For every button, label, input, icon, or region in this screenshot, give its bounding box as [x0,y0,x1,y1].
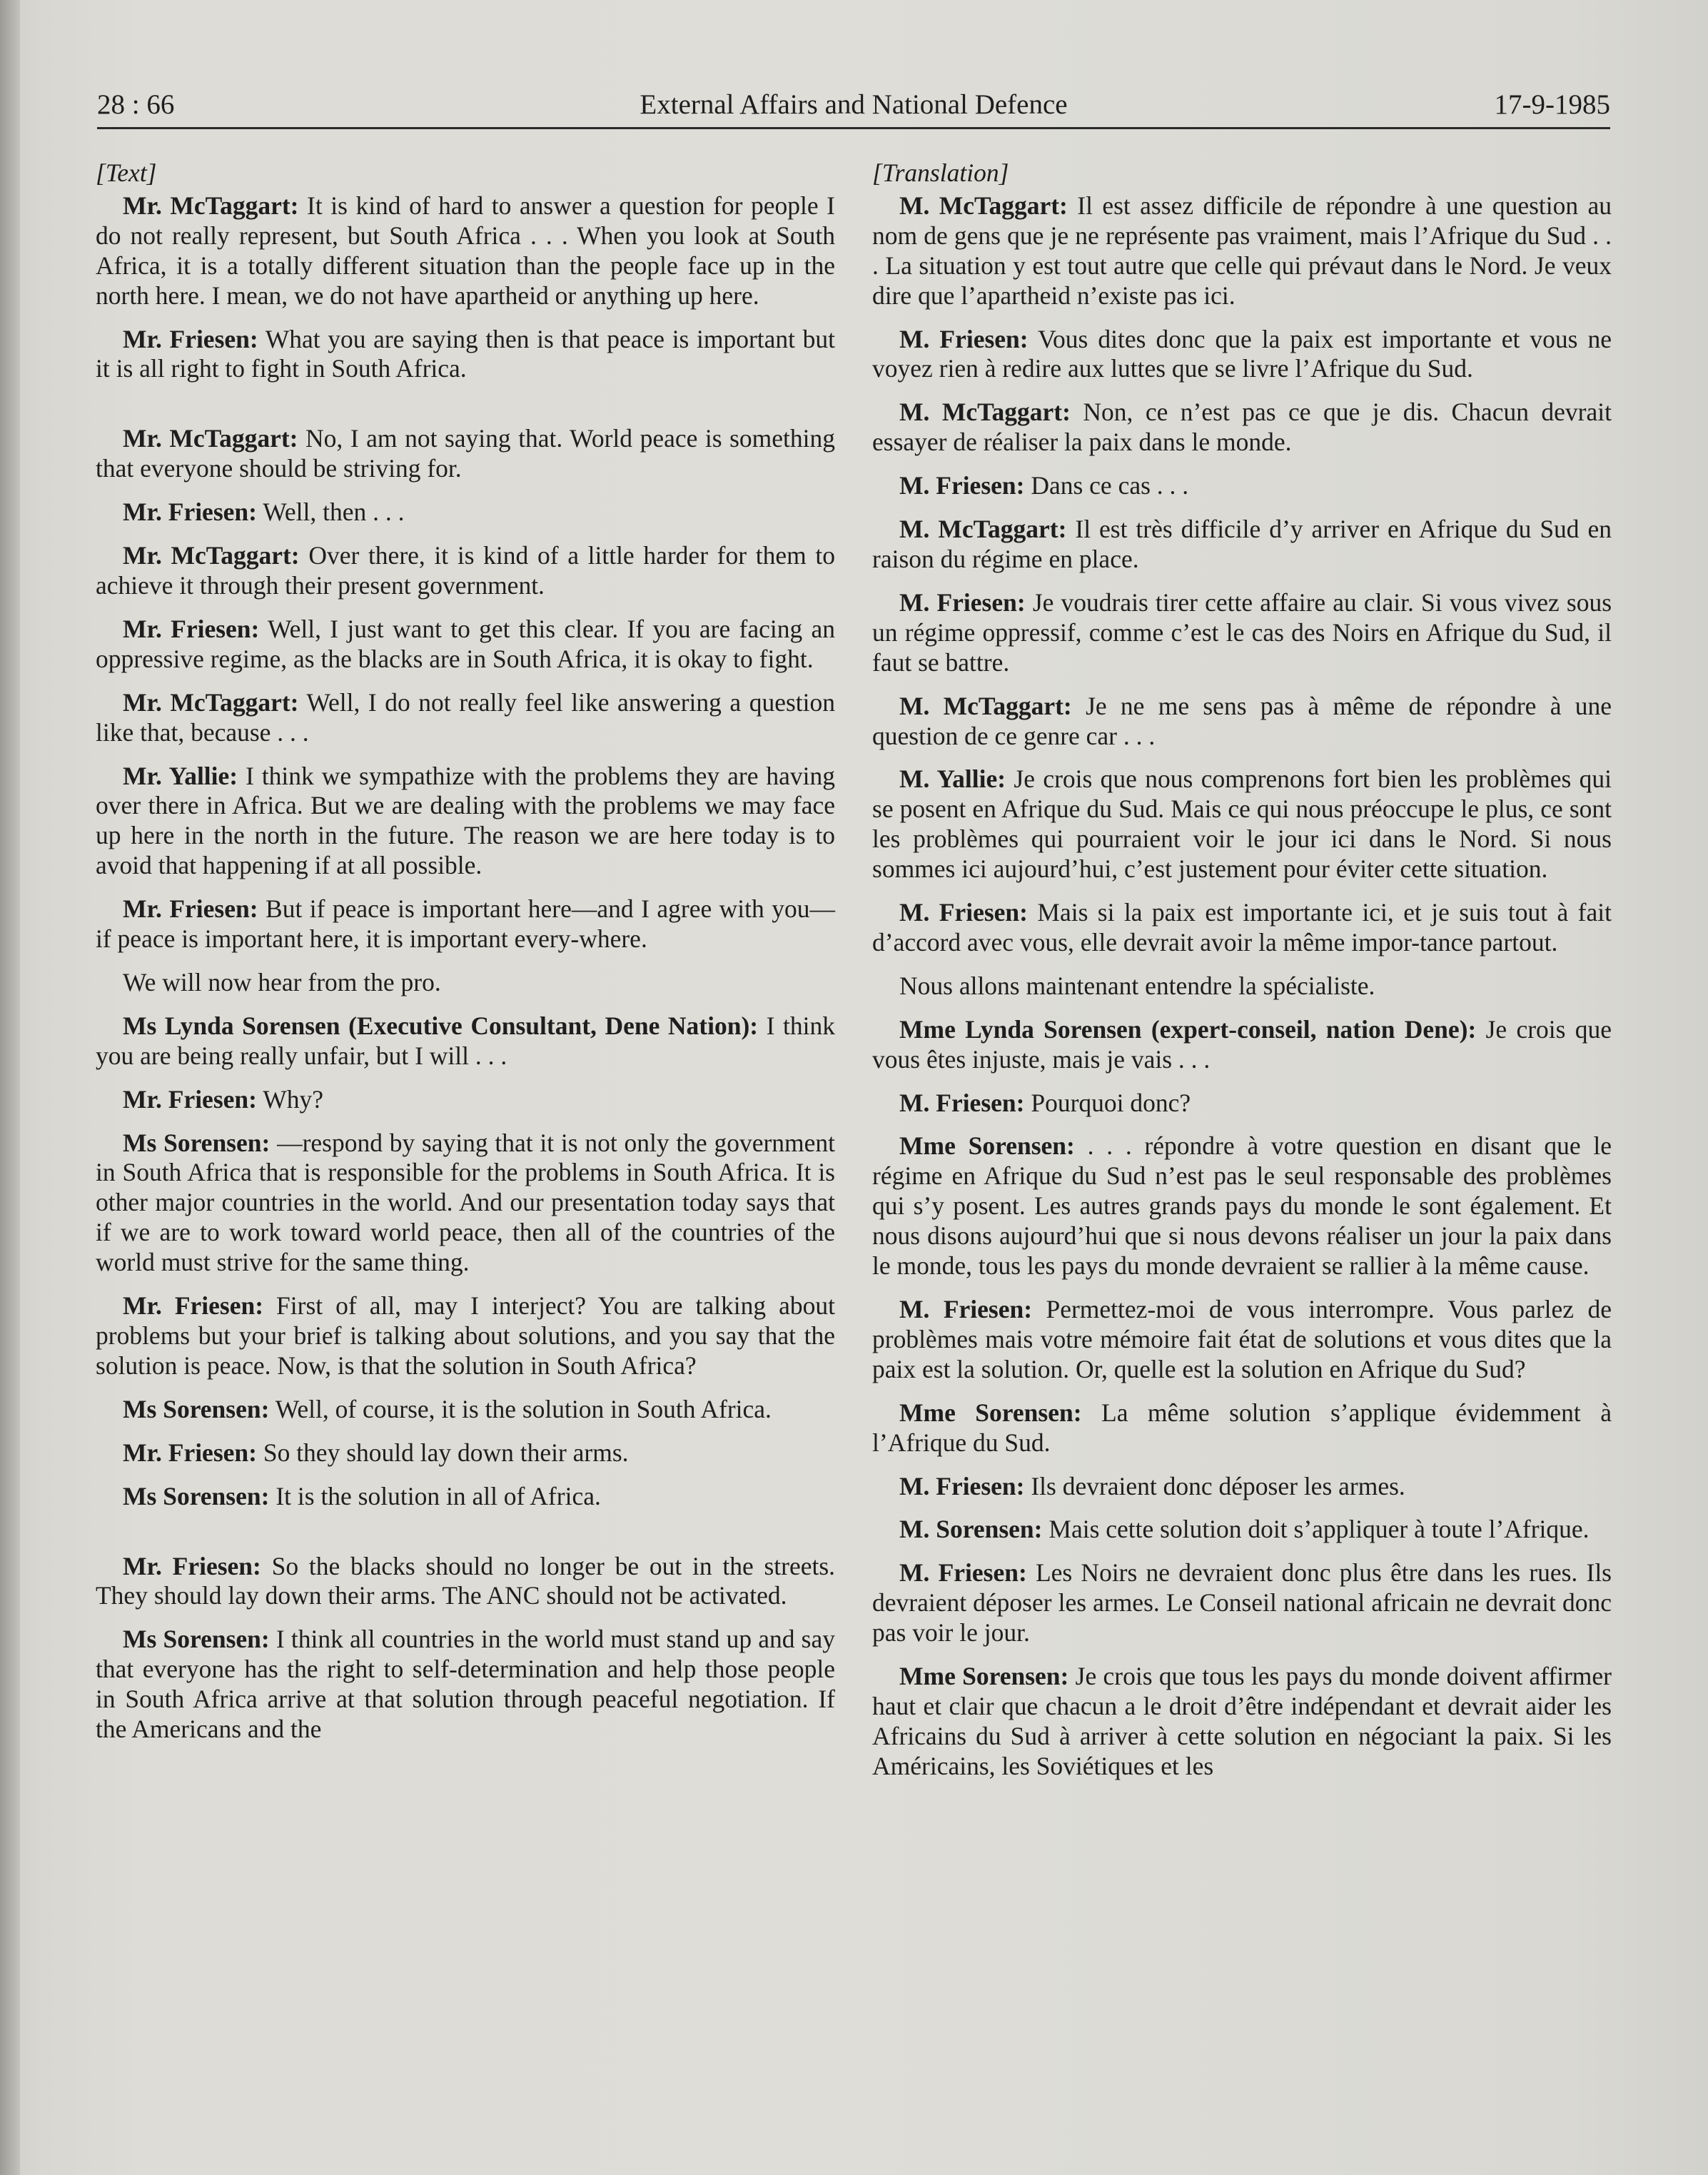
paragraph [872,471,1612,501]
paragraph [872,972,1612,1001]
speaker-name: Mr. Friesen: [123,1551,261,1580]
speaker-name: M. Friesen: [899,1088,1025,1117]
page-number: 28 : 66 [97,89,175,120]
paragraph-text: Mais cette solution doit s’appliquer à toute l’Afrique. [1048,1515,1590,1544]
paragraph [96,1011,835,1071]
paragraph [872,588,1612,678]
paragraph-text: Je crois que nous comprenons fort bien les problèmes qui se posent en Afrique du Sud. Mais ce qui nous préoccupe le plus, ce sont les problèmes qui pourraient voir le jour ici dans le Nord. Si nous sommes ici aujourd’hui, c’est justement pour éviter cette situation. [872,764,1612,884]
paragraph-text: I think we sympathize with the problems they are having over there in Africa. But we are dealing with the problems we may face up here in the north in the future. The reason we are here today is to avoid that happening if at all possible. [96,761,836,880]
speaker-name: Mme Lynda Sorensen (expert-conseil, nation Dene): [899,1014,1477,1044]
paragraph [872,1398,1612,1458]
speaker-name: Mr. McTaggart: [123,541,300,570]
speaker-name: M. Friesen: [899,1471,1025,1500]
paragraph [96,1085,835,1115]
paragraph [96,688,835,748]
paragraph [872,692,1612,752]
paragraph-text: Well, of course, it is the solution in South Africa. [275,1394,772,1423]
speaker-name: Mr. Yallie: [123,761,238,790]
paragraph [872,515,1612,575]
speaker-name: Mr. Friesen: [123,1291,264,1321]
paragraph-text: First of all, may I interject? You are talking about problems but your brief is talking about solutions, and you say that the solution is peace. Now, is that the solution in South Africa? [96,1291,835,1380]
paragraph [96,894,835,954]
translation-marker: [Translation] [872,158,1009,187]
paragraph-text: —respond by saying that it is not only the government in South Africa that is responsible for the problems in South Africa. It is other major countries in the world. And our presentation today says that if we are to work toward world peace, then all of the countries of the world must strive for the same thing. [96,1128,836,1277]
paragraph-text: Non, ce n’est pas ce que je dis. Chacun devrait essayer de réaliser la paix dans le monde. [872,398,1612,457]
paragraph [96,498,835,528]
speaker-name: Mr. Friesen: [123,498,257,527]
paragraph [872,1558,1612,1648]
paragraph-text: Je ne me sens pas à même de répondre à une question de ce genre car . . . [872,691,1612,750]
paragraph-text: Mais si la paix est importante ici, et je suis tout à fait d’accord avec vous, elle devrait avoir la même impor-tance partout. [872,898,1612,957]
paragraph [96,541,835,601]
paragraph-text: So they should lay down their arms. [263,1438,629,1467]
header-title: External Affairs and National Defence [640,89,1068,120]
paragraph [96,1552,835,1612]
paragraph-text: It is kind of hard to answer a question for people I do not really represent, but South Africa . . . When you look at South Africa, it is a totally different situation than the people face up in the north here. I mean, we do not have apartheid or anything up here. [96,191,835,310]
speaker-name: Mr. McTaggart: [123,191,299,220]
paragraph-text: . . . répondre à votre question en disant que le régime en Afrique du Sud n’est pas le seul responsable des problèmes qui s’y posent. Les autres grands pays du monde le sont également. Et nous disons aujourd’hui que si nous devons réaliser un jour la paix dans le monde, tous les pays du monde devraient se rallier à la même cause. [872,1131,1612,1281]
header-date: 17-9-1985 [1494,89,1610,120]
text-marker: [Text] [96,158,157,187]
right-column [872,158,1612,1795]
paragraph-text: Nous allons maintenant entendre la spécialiste. [899,971,1375,1000]
paragraph-text: Il est assez difficile de répondre à une question au nom de gens que je ne représente pas vraiment, mais l’Afrique du Sud . . . La situation y est tout autre que celle qui prévaut dans le Nord. Je veux dire que l’apartheid n’existe pas ici. [872,191,1612,310]
paragraph [96,1129,835,1278]
paragraph [872,325,1612,385]
paragraph-text: Dans ce cas . . . [1031,471,1189,500]
paragraph-text: I think you are being really unfair, but I will . . . [96,1011,835,1070]
paragraph-text: Over there, it is kind of a little harder for them to achieve it through their present government. [96,541,836,600]
paragraph-text: We will now hear from the pro. [123,967,441,996]
speaker-name: Mme Sorensen: [899,1131,1075,1161]
left-column [96,158,835,1758]
paragraph-text: Les Noirs ne devraient donc plus être dans les rues. Ils devraient déposer les armes. Le Conseil national africain ne devrait donc pas voir le jour. [872,1558,1612,1647]
speaker-name: Mme Sorensen: [899,1398,1082,1427]
page-header [97,84,1610,129]
speaker-name: Ms Sorensen: [123,1394,270,1423]
paragraph [872,1472,1612,1502]
speaker-name: Mr. Friesen: [123,894,258,924]
paragraph [872,191,1612,311]
paragraph-text: Permettez-moi de vous interrompre. Vous parlez de problèmes mais votre mémoire fait état de solutions et vous dites que la paix est la solution. Or, quelle est la solution en Afrique du Sud? [872,1295,1612,1383]
right-paragraphs [872,191,1612,1782]
speaker-name: M. McTaggart: [899,691,1072,720]
speaker-name: Mme Sorensen: [899,1662,1069,1691]
paragraph [96,1438,835,1468]
paragraph [96,1625,835,1745]
paragraph-text: Vous dites donc que la paix est importante et vous ne voyez rien à redire aux luttes que se livre l’Afrique du Sud. [872,324,1612,383]
paragraph [872,1662,1612,1782]
paragraph [96,1482,835,1512]
paragraph [96,615,835,675]
paragraph-text: Il est très difficile d’y arriver en Afrique du Sud en raison du régime en place. [872,515,1612,573]
speaker-name: M. Yallie: [899,764,1006,794]
speaker-name: M. Friesen: [899,324,1029,353]
paragraph-text: Well, then . . . [263,498,405,527]
paragraph-text: Ils devraient donc déposer les armes. [1031,1471,1405,1500]
speaker-name: M. McTaggart: [899,515,1067,544]
speaker-name: M. McTaggart: [899,398,1071,427]
paragraph-text: No, I am not saying that. World peace is something that everyone should be striving for. [96,424,835,483]
left-paragraphs [96,191,835,1745]
paragraph-text: What you are saying then is that peace is important but it is all right to fight in South Africa. [96,324,836,383]
speaker-name: M. Friesen: [899,471,1025,500]
speaker-name: Ms Sorensen: [123,1128,271,1157]
paragraph [872,398,1612,458]
speaker-name: Mr. McTaggart: [123,424,298,453]
paragraph [96,424,835,484]
paragraph-text: It is the solution in all of Africa. [276,1481,601,1510]
speaker-name: Mr. Friesen: [123,324,258,353]
paragraph-text: La même solution s’applique évidemment à l’Afrique du Sud. [872,1398,1612,1457]
paragraph [872,1089,1612,1119]
page-spine-shadow [0,0,20,2175]
speaker-name: M. Friesen: [899,1295,1033,1323]
paragraph [96,762,835,882]
paragraph-text: Pourquoi donc? [1031,1088,1191,1117]
paragraph-text: Well, I do not really feel like answering a question like that, because . . . [96,687,836,747]
paragraph [96,1395,835,1425]
speaker-name: M. Friesen: [899,1558,1027,1588]
paragraph [872,1515,1612,1545]
paragraph-text: Je crois que vous êtes injuste, mais je vais . . . [872,1014,1612,1074]
speaker-name: M. Friesen: [899,587,1026,617]
paragraph [872,764,1612,884]
paragraph [96,968,835,998]
speaker-name: Ms Lynda Sorensen (Executive Consultant, Dene Nation): [123,1011,759,1040]
speaker-name: Mr. Friesen: [123,1438,257,1467]
paragraph-text: Je voudrais tirer cette affaire au clair. Si vous vivez sous un régime oppressif, comme c’est le cas des Noirs en Afrique du Sud, il faut se battre. [872,587,1612,677]
paragraph [96,1291,835,1381]
paragraph [872,1131,1612,1281]
speaker-name: Ms Sorensen: [123,1625,270,1654]
speaker-name: Ms Sorensen: [123,1481,270,1510]
speaker-name: Mr. McTaggart: [123,687,299,717]
paragraph-text: Well, I just want to get this clear. If you are facing an oppressive regime, as the blacks are in South Africa, it is okay to fight. [96,614,836,673]
paragraph [872,1295,1612,1385]
paragraph [96,191,835,311]
paragraph-text: Je crois que tous les pays du monde doivent affirmer haut et clair que chacun a le droit d’être indépendant et devrait aider les Africains du Sud à arriver à cette solution en négociant la paix. Si les Américains, les Soviétiques et les [872,1662,1612,1780]
speaker-name: M. McTaggart: [899,191,1068,220]
paragraph-text: Why? [263,1084,323,1114]
speaker-name: Mr. Friesen: [123,614,260,643]
paragraph [96,325,835,385]
speaker-name: M. Sorensen: [899,1515,1043,1544]
paragraph-text: I think all countries in the world must stand up and say that everyone has the right to self-determination and help those people in South Africa arrive at that solution through peaceful negotiation. If the Americans and the [96,1625,835,1744]
paragraph-text: So the blacks should no longer be out in the streets. They should lay down their arms. The ANC should not be activated. [96,1551,836,1610]
paragraph [872,898,1612,958]
paragraph [872,1015,1612,1075]
paragraph-text: But if peace is important here—and I agree with you—if peace is important here, it is important every-where. [96,894,835,954]
speaker-name: Mr. Friesen: [123,1084,257,1114]
speaker-name: M. Friesen: [899,898,1028,927]
